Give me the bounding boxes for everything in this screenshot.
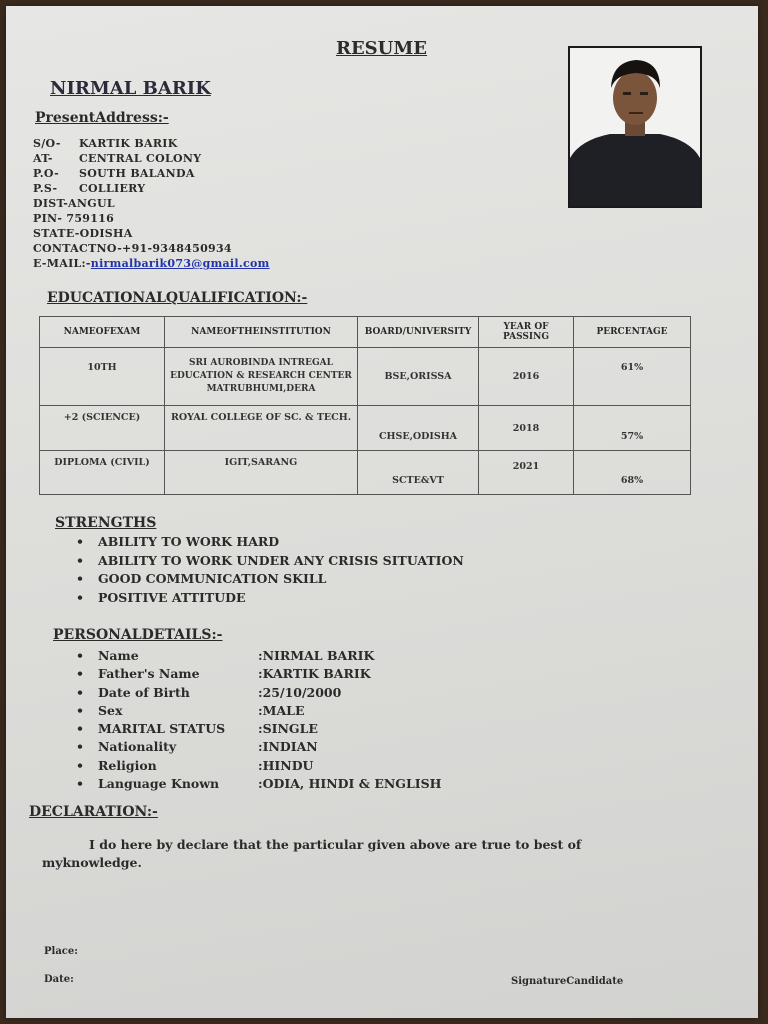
bullet-icon: • xyxy=(76,552,84,568)
education-table xyxy=(39,316,691,495)
strength-text: POSITIVE ATTITUDE xyxy=(98,589,246,605)
address-label: P.O- xyxy=(33,167,60,180)
detail-label: Date of Birth xyxy=(98,684,190,700)
detail-row xyxy=(76,703,441,721)
strengths-list xyxy=(76,534,464,608)
institution-cell: SRI AUROBINDA INTREGAL EDUCATION & RESEARCH CENTER MATRUBHUMI,DERA xyxy=(165,348,358,406)
bullet-icon: • xyxy=(76,702,84,718)
strength-text: GOOD COMMUNICATION SKILL xyxy=(98,571,327,586)
bullet-icon: • xyxy=(76,666,84,682)
bullet-icon: • xyxy=(76,757,84,773)
email-link[interactable]: nirmalbarik073@gmail.com xyxy=(90,257,270,270)
percent-cell: 57% xyxy=(574,406,691,451)
address-value: SOUTH BALANDA xyxy=(79,167,195,180)
detail-value: :INDIAN xyxy=(258,739,318,755)
portrait-image xyxy=(570,48,700,206)
table-header-row xyxy=(40,317,691,348)
percent-cell: 61% xyxy=(574,348,691,406)
year-cell: 2016 xyxy=(479,348,574,406)
candidate-photo xyxy=(568,46,702,208)
table-row xyxy=(40,406,691,451)
address-line xyxy=(33,137,270,152)
institution-cell: IGIT,SARANG xyxy=(165,451,358,495)
address-value: COLLIERY xyxy=(79,182,146,195)
bullet-icon: • xyxy=(76,571,84,586)
list-item xyxy=(76,534,464,553)
strengths-heading: STRENGTHS xyxy=(55,515,157,531)
detail-value: :MALE xyxy=(258,702,305,718)
detail-label: Nationality xyxy=(98,739,177,755)
board-cell: CHSE,ODISHA xyxy=(358,406,479,451)
bullet-icon: • xyxy=(76,684,84,700)
bullet-icon: • xyxy=(76,721,84,737)
address-value: KARTIK BARIK xyxy=(79,137,178,150)
bullet-icon: • xyxy=(76,534,84,549)
percent-cell: 68% xyxy=(574,451,691,495)
detail-row xyxy=(76,685,441,703)
detail-value: :NIRMAL BARIK xyxy=(258,648,375,663)
detail-label: Language Known xyxy=(98,776,220,792)
column-header: PERCENTAGE xyxy=(574,317,691,348)
page-title: RESUME xyxy=(336,38,428,59)
table-row xyxy=(40,348,691,406)
table-row xyxy=(40,451,691,495)
detail-row xyxy=(76,739,441,757)
address-block xyxy=(33,137,270,272)
board-cell: BSE,ORISSA xyxy=(358,348,479,406)
year-cell: 2021 xyxy=(479,451,574,495)
board-cell: SCTE&VT xyxy=(358,451,479,495)
detail-row xyxy=(76,758,441,776)
address-value: CENTRAL COLONY xyxy=(79,152,202,165)
address-label: P.S- xyxy=(33,182,58,195)
declaration-heading: DECLARATION:- xyxy=(29,804,158,820)
email-line xyxy=(33,257,270,272)
resume-page xyxy=(6,6,758,1018)
list-item xyxy=(76,553,464,572)
address-line xyxy=(33,182,270,197)
district-line: DIST-ANGUL xyxy=(33,197,115,210)
declaration-text-line1: I do here by declare that the particular given above are true to best of xyxy=(89,837,582,852)
address-line xyxy=(33,152,270,167)
detail-row xyxy=(76,776,441,794)
column-header: NAMEOFTHEINSTITUTION xyxy=(165,317,358,348)
detail-value: :KARTIK BARIK xyxy=(258,666,371,682)
strength-text: ABILITY TO WORK UNDER ANY CRISIS SITUATION xyxy=(98,552,464,568)
address-line xyxy=(33,167,270,182)
contact-line: CONTACTNO-+91-9348450934 xyxy=(33,242,232,255)
declaration-text-line2: myknowledge. xyxy=(42,855,142,870)
list-item xyxy=(76,590,464,609)
signature-label: SignatureCandidate xyxy=(511,976,624,987)
bullet-icon: • xyxy=(76,648,84,663)
detail-value: :SINGLE xyxy=(258,721,318,737)
detail-label: Sex xyxy=(98,702,123,718)
detail-label: MARITAL STATUS xyxy=(98,721,226,737)
state-line: STATE-ODISHA xyxy=(33,227,133,240)
detail-row xyxy=(76,648,441,666)
pin-line: PIN- 759116 xyxy=(33,212,115,225)
detail-row xyxy=(76,666,441,684)
detail-value: :HINDU xyxy=(258,757,314,773)
exam-cell: 10TH xyxy=(40,348,165,406)
exam-cell: +2 (SCIENCE) xyxy=(40,406,165,451)
personal-details-heading: PERSONALDETAILS:- xyxy=(53,627,223,643)
column-header: BOARD/UNIVERSITY xyxy=(358,317,479,348)
list-item xyxy=(76,571,464,590)
place-label: Place: xyxy=(44,946,78,957)
detail-value: :ODIA, HINDI & ENGLISH xyxy=(258,776,442,792)
bullet-icon: • xyxy=(76,776,84,792)
address-label: S/O- xyxy=(33,137,61,150)
column-header: NAMEOFEXAM xyxy=(40,317,165,348)
address-label: AT- xyxy=(33,152,53,165)
address-heading: PresentAddress:- xyxy=(35,110,169,126)
detail-label: Name xyxy=(98,648,139,663)
institution-cell: ROYAL COLLEGE OF SC. & TECH. xyxy=(165,406,358,451)
detail-value: :25/10/2000 xyxy=(258,684,342,700)
year-cell: 2018 xyxy=(479,406,574,451)
detail-row xyxy=(76,721,441,739)
detail-label: Father's Name xyxy=(98,666,200,682)
personal-details-list xyxy=(76,648,441,794)
exam-cell: DIPLOMA (CIVIL) xyxy=(40,451,165,495)
bullet-icon: • xyxy=(76,589,84,605)
strength-text: ABILITY TO WORK HARD xyxy=(98,534,280,549)
education-heading: EDUCATIONALQUALIFICATION:- xyxy=(47,290,308,306)
column-header: YEAR OF PASSING xyxy=(479,317,574,348)
date-label: Date: xyxy=(44,974,74,985)
candidate-name-heading: NIRMAL BARIK xyxy=(50,78,211,99)
bullet-icon: • xyxy=(76,739,84,755)
email-label: E-MAIL:- xyxy=(33,257,91,270)
detail-label: Religion xyxy=(98,757,157,773)
